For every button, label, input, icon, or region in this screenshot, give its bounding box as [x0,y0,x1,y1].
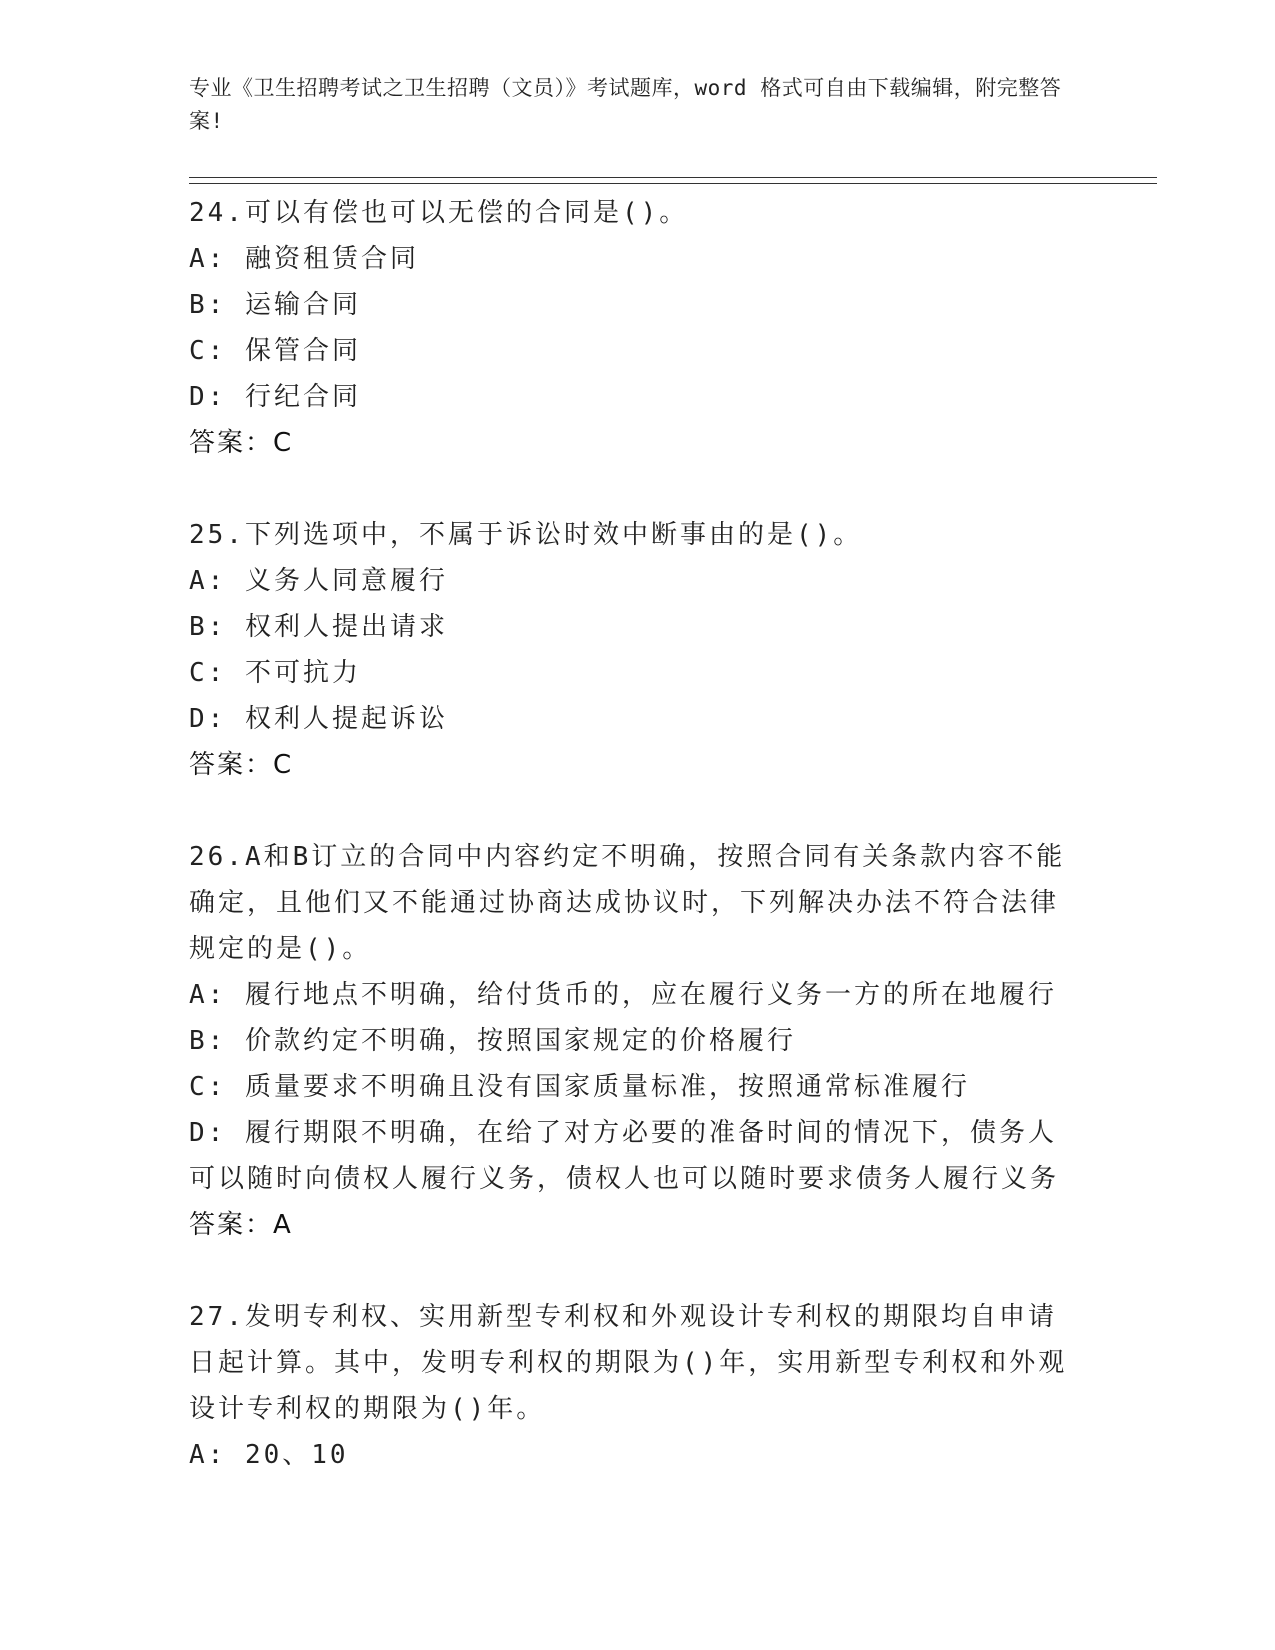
option-b: B: 权利人提出请求 [189,612,448,642]
option-c: C: 质量要求不明确且没有国家质量标准，按照通常标准履行 [189,1072,970,1102]
option-d: D: 权利人提起诉讼 [189,704,448,734]
question-text: 24.可以有偿也可以无偿的合同是()。 [189,198,689,228]
option-b: B: 价款约定不明确，按照国家规定的价格履行 [189,1026,796,1056]
question-spacer [189,1248,1089,1294]
question-item [189,834,1089,1248]
answer-text: 答案：C [189,750,294,780]
question-item [189,1294,1089,1478]
question-list [189,190,1089,1478]
option-b: B: 运输合同 [189,290,361,320]
answer-text: 答案：C [189,428,294,458]
option-a: A: 融资租赁合同 [189,244,419,274]
question-text: 26.A和B订立的合同中内容约定不明确，按照合同有关条款内容不能确定，且他们又不能通过协商达成协议时，下列解决办法不符合法律规定的是()。 [189,842,1066,964]
option-a: A: 履行地点不明确，给付货币的，应在履行义务一方的所在地履行 [189,980,1057,1010]
header-divider-top [189,177,1157,178]
option-c: C: 保管合同 [189,336,361,366]
option-a: A: 20、10 [189,1440,349,1470]
document-header: 专业《卫生招聘考试之卫生招聘（文员）》考试题库，word 格式可自由下载编辑，附完整答案! [189,76,1062,133]
option-a: A: 义务人同意履行 [189,566,448,596]
option-c: C: 不可抗力 [189,658,361,688]
question-item [189,190,1089,466]
question-spacer [189,466,1089,512]
question-text: 27.发明专利权、实用新型专利权和外观设计专利权的期限均自申请日起计算。其中，发明专利权的期限为()年，实用新型专利权和外观设计专利权的期限为()年。 [189,1302,1068,1424]
answer-text: 答案：A [189,1210,293,1240]
question-item [189,512,1089,788]
option-d: D: 行纪合同 [189,382,361,412]
option-d: D: 履行期限不明确，在给了对方必要的准备时间的情况下，债务人可以随时向债权人履行义务，债权人也可以随时要求债务人履行义务 [189,1118,1060,1194]
header-divider-bottom [189,183,1157,184]
question-spacer [189,788,1089,834]
question-text: 25.下列选项中，不属于诉讼时效中断事由的是()。 [189,520,863,550]
